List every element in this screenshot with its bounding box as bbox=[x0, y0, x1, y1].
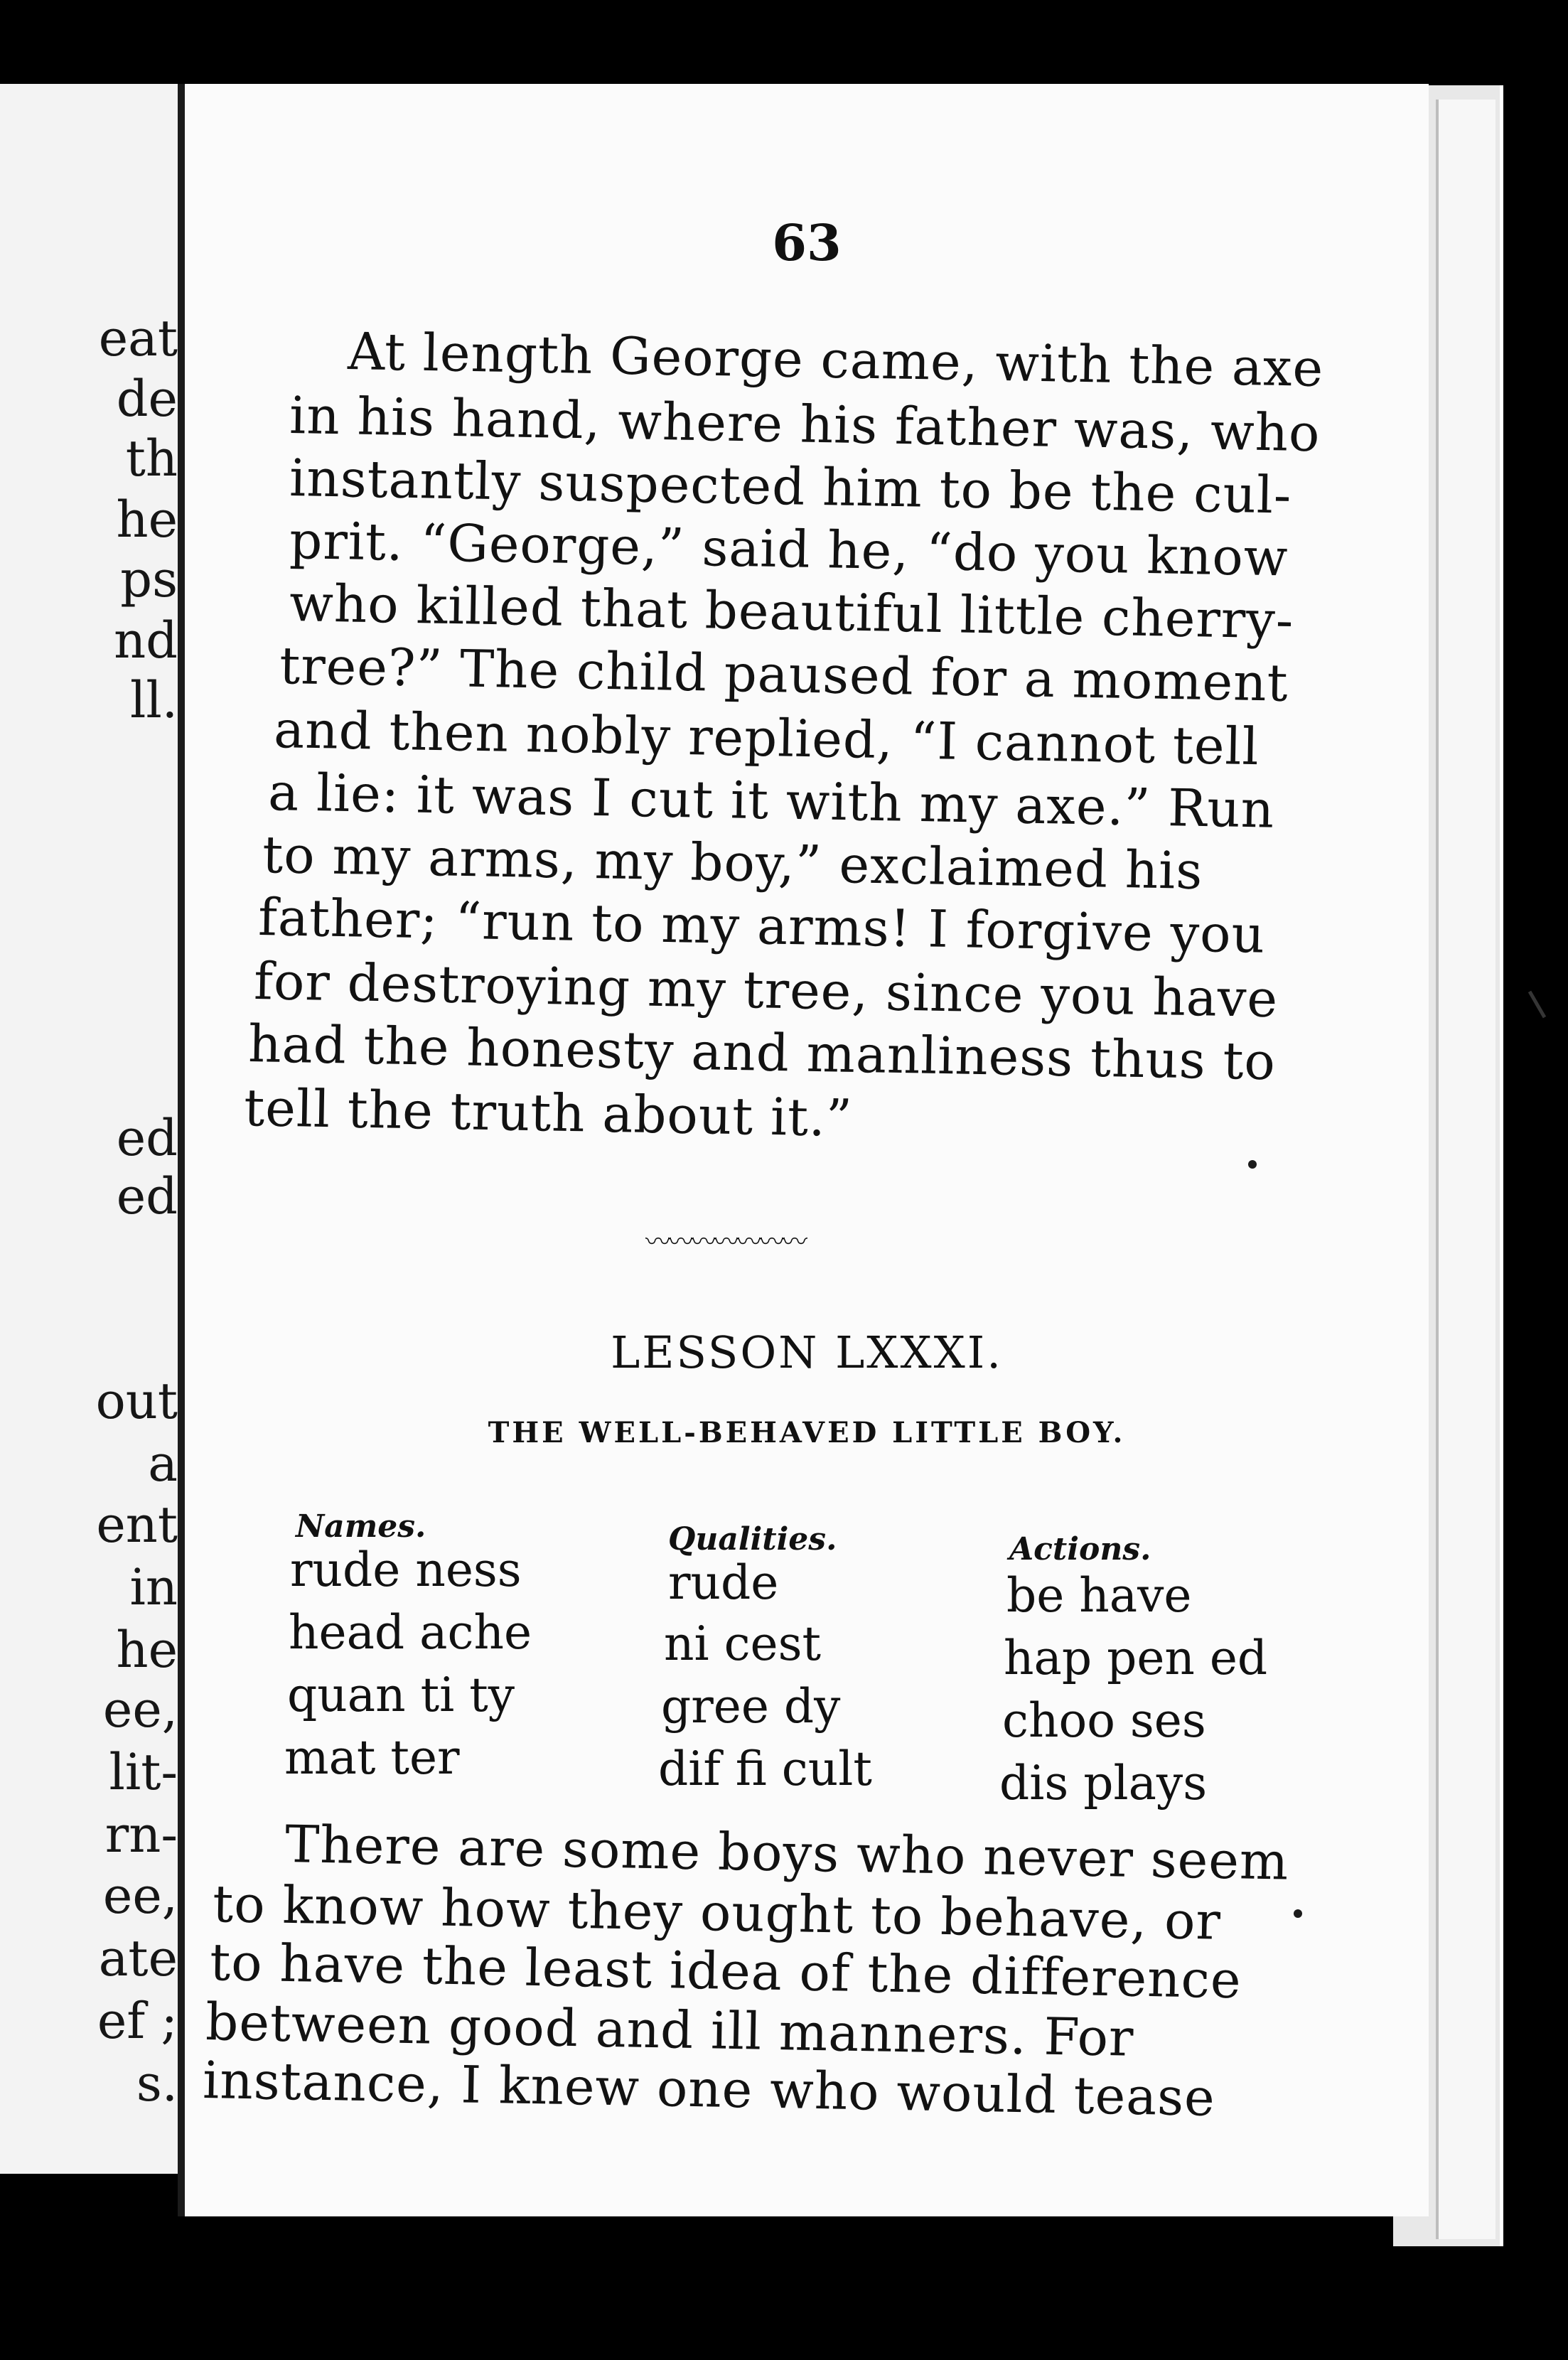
left-fragment: a bbox=[148, 1434, 178, 1493]
left-fragment: ee, bbox=[102, 1680, 178, 1739]
stray-mark bbox=[1294, 1909, 1302, 1918]
vocab-word: gree dy bbox=[661, 1679, 841, 1734]
left-fragment: th bbox=[125, 429, 178, 488]
left-fragment: ll. bbox=[129, 671, 178, 729]
paragraph-1-line: tree?” The child paused for a moment bbox=[279, 635, 1289, 713]
facing-page-fragment bbox=[0, 84, 178, 2174]
left-fragment: ent bbox=[96, 1496, 178, 1554]
left-fragment: ed bbox=[116, 1109, 178, 1167]
vocab-word: mat ter bbox=[284, 1730, 460, 1785]
paragraph-2-line: between good and ill manners. For bbox=[205, 1992, 1135, 2068]
margin-mark bbox=[1528, 991, 1546, 1019]
left-fragment: out bbox=[95, 1372, 178, 1430]
left-fragment: ate bbox=[98, 1929, 178, 1988]
stray-mark bbox=[1248, 1160, 1257, 1169]
left-fragment: he bbox=[116, 1621, 178, 1679]
vocab-word: dis plays bbox=[999, 1756, 1208, 1811]
paragraph-1-line: prit. “George,” said he, “do you know bbox=[289, 510, 1289, 588]
lesson-subtitle: THE WELL-BEHAVED LITTLE BOY. bbox=[488, 1416, 1126, 1449]
vocab-word: hap pen ed bbox=[1004, 1631, 1268, 1685]
paragraph-2-line: to have the least idea of the difference bbox=[209, 1932, 1242, 2010]
lesson-title: LESSON LXXXI. bbox=[611, 1326, 1003, 1378]
left-fragment: ef ; bbox=[97, 1992, 178, 2050]
column-heading-names: Names. bbox=[296, 1508, 426, 1545]
paragraph-1-line: to my arms, my boy,” exclaimed his bbox=[262, 825, 1203, 901]
paragraph-1-line: tell the truth about it.” bbox=[243, 1078, 854, 1148]
vocab-word: quan ti ty bbox=[287, 1668, 515, 1722]
vocab-word: rude bbox=[668, 1555, 779, 1610]
left-fragment: s. bbox=[136, 2054, 178, 2113]
book-page bbox=[178, 84, 1429, 2216]
vocab-word: be have bbox=[1006, 1568, 1192, 1623]
column-heading-qualities: Qualities. bbox=[668, 1521, 837, 1557]
paragraph-1-line: At length George came, with the axe bbox=[347, 321, 1324, 398]
left-fragment: rn- bbox=[104, 1806, 178, 1864]
left-fragment: he bbox=[116, 490, 178, 549]
paragraph-1-line: a lie: it was I cut it with my axe.” Run bbox=[267, 762, 1275, 840]
ornament-divider: 〰〰〰〰〰〰〰 bbox=[645, 1230, 805, 1248]
left-fragment: ps bbox=[120, 550, 178, 608]
paragraph-1-line: had the honesty and manliness thus to bbox=[247, 1014, 1277, 1092]
vocab-word: rude ness bbox=[290, 1543, 522, 1597]
paragraph-1-line: instantly suspected him to be the cul- bbox=[289, 448, 1292, 525]
paragraph-1-line: for destroying my tree, since you have bbox=[253, 951, 1279, 1029]
page-number: 63 bbox=[772, 213, 842, 272]
left-fragment: de bbox=[116, 370, 178, 428]
vocab-word: ni cest bbox=[664, 1616, 822, 1671]
left-fragment: lit- bbox=[109, 1743, 178, 1801]
left-fragment: nd bbox=[114, 611, 178, 670]
left-fragment: in bbox=[129, 1558, 178, 1616]
paragraph-1-line: father; “run to my arms! I forgive you bbox=[257, 887, 1266, 965]
vocab-word: choo ses bbox=[1002, 1693, 1206, 1748]
left-fragment: ed bbox=[116, 1167, 178, 1225]
vocab-word: dif fi cult bbox=[658, 1742, 872, 1796]
vocab-word: head ache bbox=[289, 1605, 532, 1660]
left-fragment: eat bbox=[98, 309, 178, 368]
left-fragment: ee, bbox=[102, 1867, 178, 1925]
paragraph-2-line: There are some boys who never seem bbox=[284, 1814, 1289, 1892]
paragraph-2-line: instance, I knew one who would tease bbox=[202, 2050, 1216, 2128]
paragraph-1-line: in his hand, where his father was, who bbox=[289, 385, 1321, 463]
column-heading-actions: Actions. bbox=[1009, 1531, 1151, 1567]
paragraph-1-line: who killed that beautiful little cherry- bbox=[289, 573, 1294, 650]
paragraph-1-line: and then nobly replied, “I cannot tell bbox=[273, 699, 1260, 777]
paragraph-2-line: to know how they ought to behave, or bbox=[212, 1874, 1222, 1951]
